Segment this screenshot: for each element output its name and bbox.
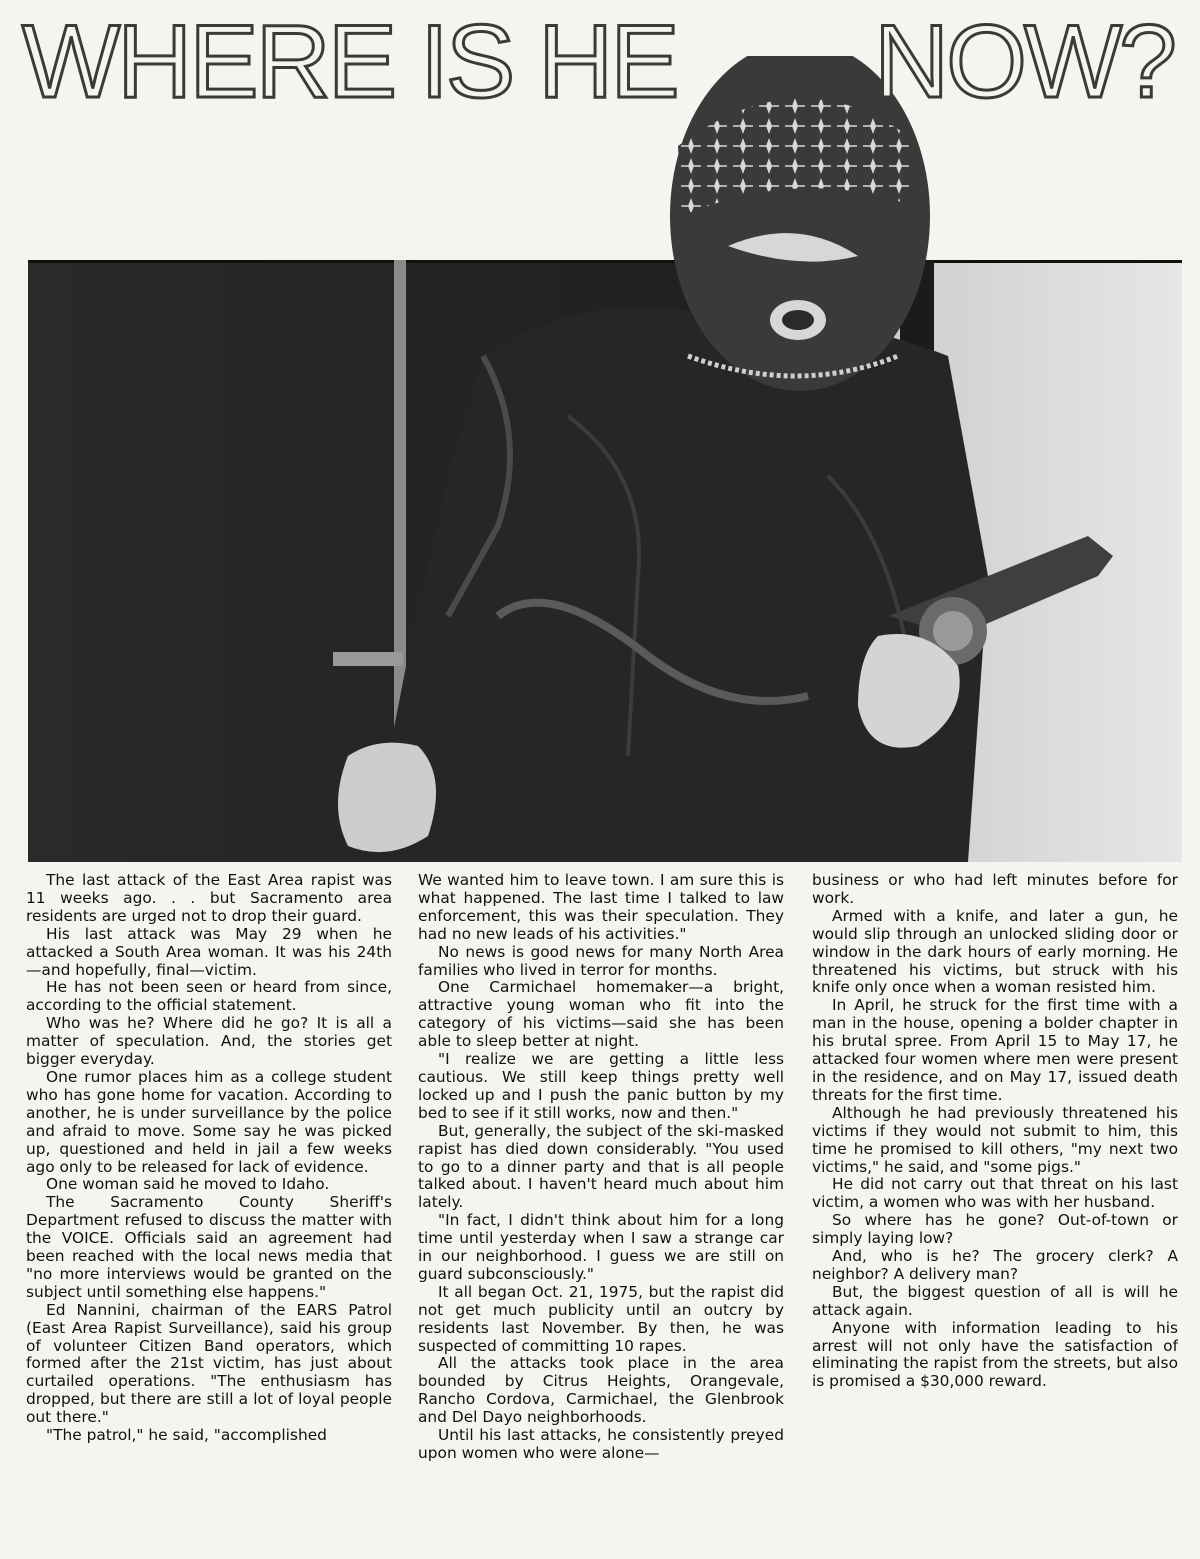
paragraph: No news is good news for many North Area families who lived in terror for months. [418, 942, 784, 979]
article-body [26, 872, 1182, 1559]
article-column-1 [26, 872, 392, 1559]
paragraph: One Carmichael homemaker—a bright, attractive young woman who fit into the category of his victims—said she has been able to sleep better at night. [418, 978, 784, 1051]
paragraph: He has not been seen or heard from since, according to the official statement. [26, 978, 392, 1015]
paragraph: "The patrol," he said, "accomplished [46, 1426, 327, 1445]
paragraph: But, the biggest question of all is will he attack again. [812, 1282, 1178, 1319]
masked-man-photo [28, 56, 1182, 862]
paragraph: His last attack was May 29 when he attacked a South Area woman. It was his 24th—and hopefully, final—victim. [26, 924, 392, 979]
paragraph: "I realize we are getting a little less cautious. We still keep things pretty well locked up and I push the panic button by my bed to see if it still works, now and then." [418, 1050, 784, 1122]
article-column-3 [812, 872, 1178, 1559]
paragraph: One woman said he moved to Idaho. [46, 1175, 330, 1194]
paragraph: But, generally, the subject of the ski-masked rapist has died down considerably. "You used to go to a dinner party and that is all people talked about. I haven't heard much about him lately. [418, 1121, 784, 1212]
headline-part-1: WHERE IS HE [22, 4, 677, 120]
paragraph: So where has he gone? Out-of-town or simply laying low? [812, 1211, 1178, 1248]
paragraph: Anyone with information leading to his arrest will not only have the satisfaction of eliminating the rapist from the streets, but also is promised a $30,000 reward. [812, 1318, 1178, 1391]
paragraph: business or who had left minutes before for work. [812, 872, 1178, 907]
paragraph: Ed Nannini, chairman of the EARS Patrol (East Area Rapist Surveillance), said his group of volunteer Citizen Band operators, which formed after the 21st victim, has just about curtailed operations. "The enthusiasm has dropped, but there are still a lot of loyal people out there." [26, 1300, 392, 1427]
paragraph: Who was he? Where did he go? It is all a matter of speculation. And, the stories get bigger everyday. [26, 1014, 392, 1069]
paragraph: "In fact, I didn't think about him for a long time until yesterday when I saw a strange car in our neighborhood. I guess we are still on guard subconsciously." [418, 1211, 784, 1283]
paragraph: The Sacramento County Sheriff's Department refused to discuss the matter with the VOICE. Officials said an agreement had been reached with the local news media that "no more interviews would be granted on the subject until something else happens." [26, 1193, 392, 1301]
paragraph: And, who is he? The grocery clerk? A neighbor? A delivery man? [812, 1247, 1178, 1283]
paragraph: We wanted him to leave town. I am sure this is what happened. The last time I talked to law enforcement, this was their speculation. They had no new leads of his activities." [418, 872, 784, 943]
paragraph: The last attack of the East Area rapist was 11 weeks ago. . . but Sacramento area residents are urged not to drop their guard. [26, 872, 392, 925]
paragraph: It all began Oct. 21, 1975, but the rapist did not get much publicity until an outcry by residents last November. By then, he was suspected of committing 10 rapes. [418, 1282, 784, 1355]
article-column-2 [418, 872, 784, 1559]
paragraph: Until his last attacks, he consistently preyed upon women who were alone— [418, 1426, 784, 1462]
headline-part-2: NOW? [874, 4, 1174, 120]
headline [18, 4, 1182, 120]
paragraph: All the attacks took place in the area bounded by Citrus Heights, Orangevale, Rancho Cordova, Carmichael, the Glenbrook and Del Dayo neighborhoods. [418, 1354, 784, 1427]
paragraph: One rumor places him as a college student who has gone home for vacation. According to another, he is under surveillance by the police and afraid to move. Some say he was picked up, questioned and held in jail a few weeks ago only to be released for lack of evidence. [26, 1067, 392, 1176]
paragraph: He did not carry out that threat on his last victim, a women who was with her husband. [812, 1175, 1178, 1212]
paragraph: Armed with a knife, and later a gun, he would slip through an unlocked sliding door or window in the dark hours of early morning. He threatened his victims, but struck with his knife only once when a woman resisted him. [812, 906, 1178, 997]
paragraph: In April, he struck for the first time with a man in the house, opening a bolder chapter in his brutal spree. From April 15 to May 17, he attacked four women where men were present in the residence, and on May 17, issued death threats for the first time. [812, 996, 1178, 1104]
paragraph: Although he had previously threatened his victims if they would not submit to him, this time he promised to kill others, "my next two victims," he said, and "some pigs." [812, 1103, 1178, 1176]
